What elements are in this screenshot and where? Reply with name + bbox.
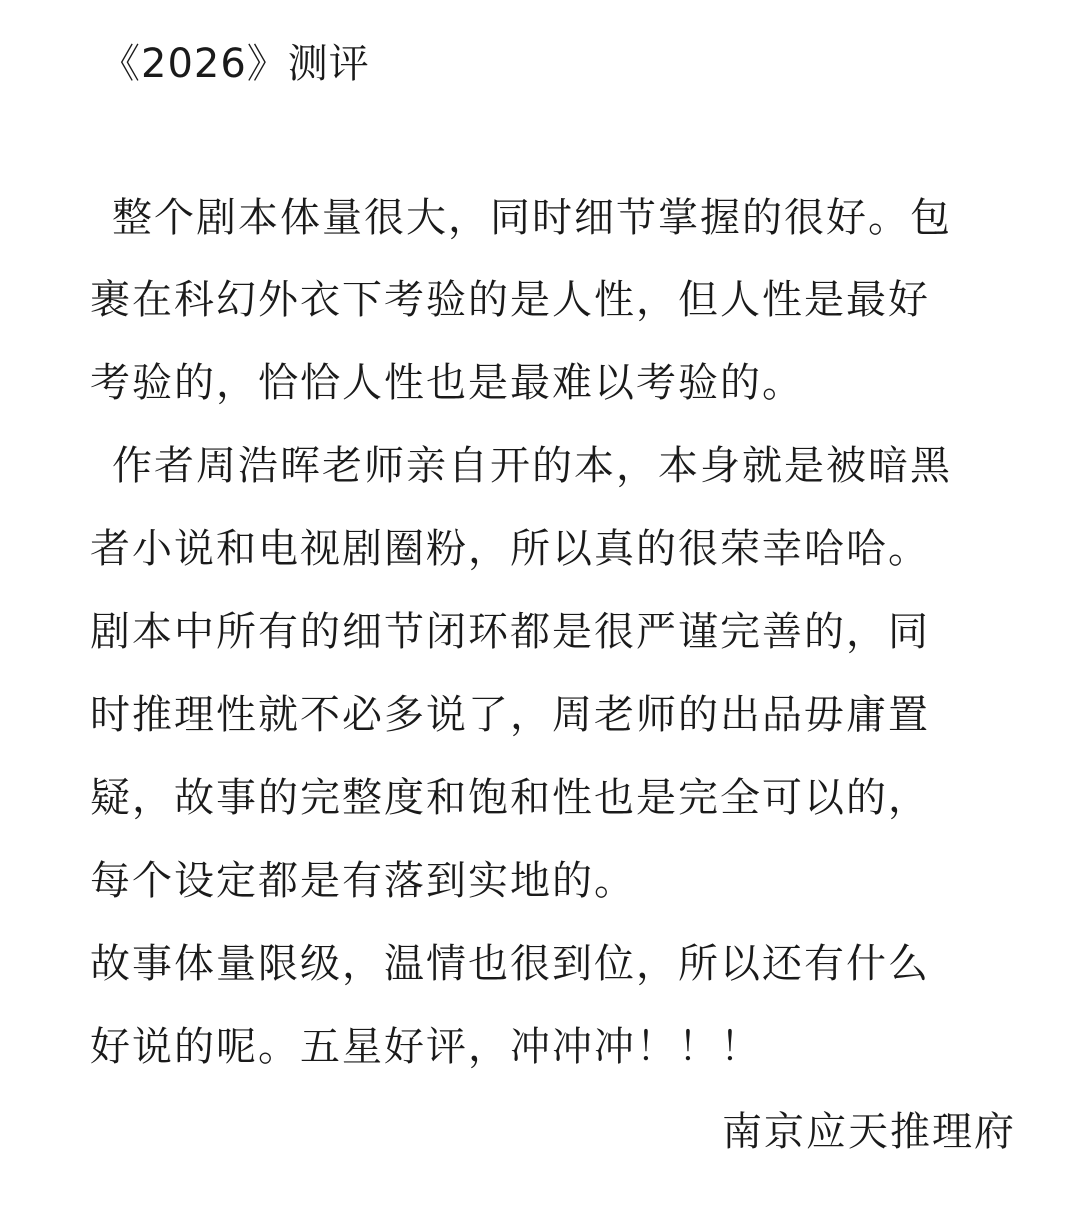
paragraph-line: 时推理性就不必多说了，周老师的出品毋庸置 — [90, 692, 930, 738]
paragraph-line: 故事体量限级，温情也很到位，所以还有什么 — [90, 941, 930, 987]
paragraph-line: 整个剧本体量很大，同时细节掌握的很好。包 — [112, 195, 952, 241]
paragraph-line: 裹在科幻外衣下考验的是人性，但人性是最好 — [90, 277, 930, 323]
paragraph-line: 好说的呢。五星好评，冲冲冲！！！ — [90, 1024, 762, 1070]
paragraph-line: 每个设定都是有落到实地的。 — [90, 858, 636, 904]
paragraph-line: 考验的，恰恰人性也是最难以考验的。 — [90, 360, 804, 406]
paragraph-line: 者小说和电视剧圈粉，所以真的很荣幸哈哈。 — [90, 526, 930, 572]
paragraph-line: 疑，故事的完整度和饱和性也是完全可以的， — [90, 775, 930, 821]
signature: 南京应天推理府 — [722, 1109, 1016, 1155]
paragraph-line: 剧本中所有的细节闭环都是很严谨完善的，同 — [90, 609, 930, 655]
review-title: 《2026》测评 — [100, 41, 370, 87]
paragraph-line: 作者周浩晖老师亲自开的本，本身就是被暗黑 — [112, 443, 952, 489]
